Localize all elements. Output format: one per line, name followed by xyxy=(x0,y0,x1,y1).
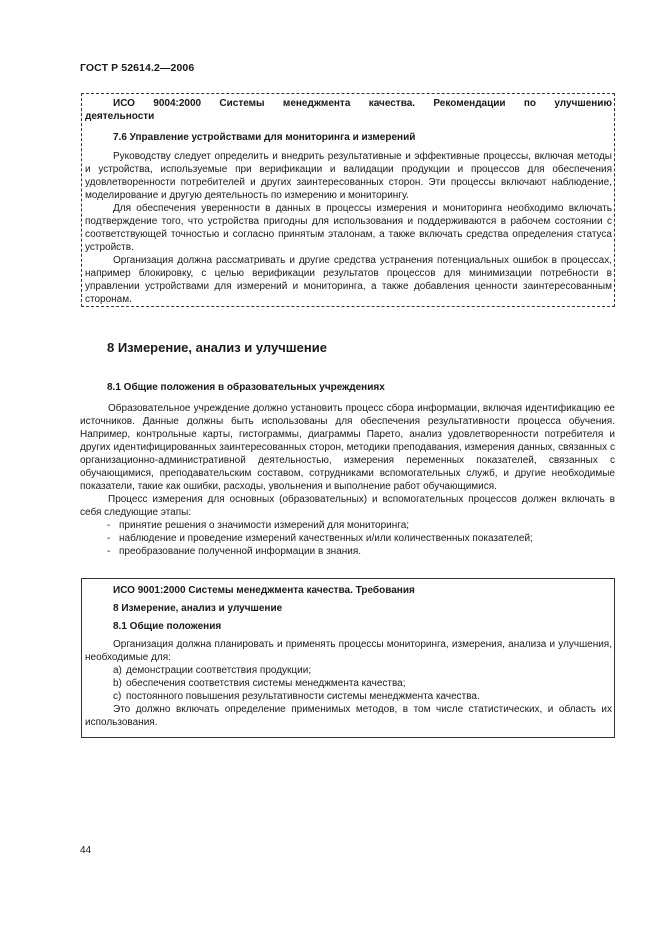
iso-9001-subhead: 8.1 Общие положения xyxy=(113,621,222,632)
list-marker: b) xyxy=(113,678,122,689)
list-item-text: постоянного повышения результативности системы менеджмента качества. xyxy=(126,691,480,702)
iso-9001-quote-box xyxy=(81,578,615,738)
iso-9004-quote-box xyxy=(81,93,615,307)
list-marker: а) xyxy=(113,665,122,676)
list-item xyxy=(85,677,612,690)
list-item xyxy=(80,545,615,558)
body-paragraph: Процесс измерения для основных (образовательных) и вспомогательных процессов должен включать в себя следующие этапы: xyxy=(80,494,615,518)
iso-9001-paragraph: Это должно включать определение применимых методов, в том числе статистических, и область их использования. xyxy=(85,704,612,728)
iso-9001-subhead: 8 Измерение, анализ и улучшение xyxy=(113,603,283,614)
list-item-text: демонстрации соответствия продукции; xyxy=(126,665,312,676)
iso-9004-paragraph: Для обеспечения уверенности в данных в процессы измерения и мониторинга необходимо включать подтверждение того, что устройства пригодны для использования и поддерживаются в рабочем состоянии с соответствующей точностью и согласно принятым эталонам, а также включать средства определения статуса устройств. xyxy=(85,203,612,253)
list-item-text: преобразование полученной информации в знания. xyxy=(119,546,362,557)
iso-9004-title-cont: деятельности xyxy=(85,111,155,122)
subsection-title: 8.1 Общие положения в образовательных учреждениях xyxy=(107,382,385,393)
list-item xyxy=(80,519,615,532)
iso-9001-title: ИСО 9001:2000 Системы менеджмента качества. Требования xyxy=(113,585,415,596)
body-paragraph: Образовательное учреждение должно установить процесс сбора информации, включая идентификацию ее источников. Данные должны быть использованы для обеспечения результативности процесса обучения. Например, контрольные карты, гистограммы, диаграммы Парето, анализ удовлетворенности потребителя и других идентифицированных заинтересованных сторон, методики преподавания, измерения данных, связанных с организационно-административной деятельностью, измерения переменных показателей, связанных с обучающимися, преподавательским составом, сотрудниками вспомогательных служб, и другие необходимые показатели, такие как ошибки, расходы, увольнения и выполнение работ обучающимися. xyxy=(80,403,615,492)
document-header: ГОСТ Р 52614.2—2006 xyxy=(80,62,195,74)
page-number: 44 xyxy=(80,845,92,856)
list-marker: с) xyxy=(113,691,122,702)
section-title: 8 Измерение, анализ и улучшение xyxy=(107,340,327,355)
list-item-text: наблюдение и проведение измерений качественных и/или количественных показателей; xyxy=(119,533,533,544)
iso-9004-paragraph: Руководству следует определить и внедрить результативные и эффективные процессы, включая методы и устройства, используемые при верификации и валидации продукции и процессов для обеспечения удовлетворенности потребителей и других заинтересованных сторон. Эти процессы включают наблюдение, моделирование и другую деятельность по измерению и мониторингу. xyxy=(85,151,612,201)
list-dash: - xyxy=(107,520,111,531)
list-item-text: обеспечения соответствия системы менеджмента качества; xyxy=(126,678,406,689)
list-item xyxy=(85,690,612,703)
iso-9004-subhead: 7.6 Управление устройствами для мониторинга и измерений xyxy=(113,132,416,143)
list-item xyxy=(85,664,612,677)
list-dash: - xyxy=(107,546,111,557)
body-text xyxy=(80,402,615,558)
iso-9004-title: ИСО 9004:2000 Системы менеджмента качества. Рекомендации по улучшению xyxy=(113,98,612,109)
list-item-text: принятие решения о значимости измерений для мониторинга; xyxy=(119,520,410,531)
iso-9004-paragraph: Организация должна рассматривать и другие средства устранения потенциальных ошибок в процессах, например блокировку, с целью верификации результатов процессов для минимизации потребности в управлении устройствами для измерений и мониторинга, а также добавления ценности заинтересованным сторонам. xyxy=(85,255,612,305)
list-dash: - xyxy=(107,533,111,544)
iso-9001-paragraph: Организация должна планировать и применять процессы мониторинга, измерения, анализа и улучшения, необходимые для: xyxy=(85,639,612,663)
list-item xyxy=(80,532,615,545)
